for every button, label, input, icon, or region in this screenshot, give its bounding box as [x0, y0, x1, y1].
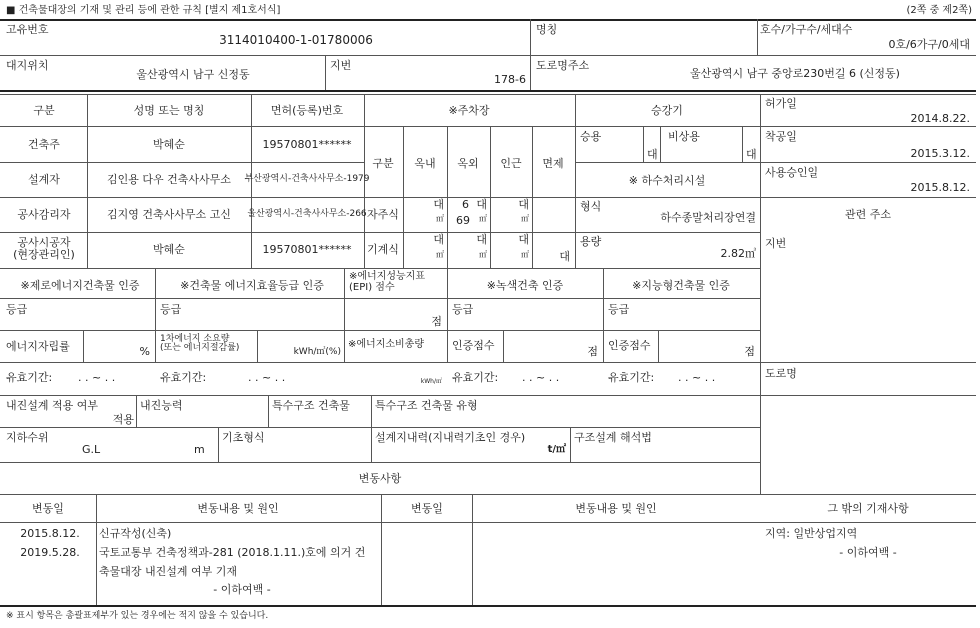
grid-line — [381, 494, 382, 605]
parking-col-type: 구분 — [372, 157, 394, 170]
unique-number-label: 고유번호 — [6, 23, 49, 36]
parking-col-nearby: 인근 — [500, 157, 522, 170]
self-outdoor-unit: 대 — [476, 198, 487, 211]
smart-validity-label: 유효기간: — [608, 371, 655, 384]
form-title: ■ 건축물대장의 기재 및 관리 등에 관한 규칙 [별지 제1호서식] — [6, 5, 281, 16]
grid-line — [325, 55, 326, 90]
bearing-capacity-label: 설계지내력(지내력기초인 경우) — [375, 431, 526, 444]
sewage-capacity-label: 용량 — [580, 235, 602, 248]
grid-line — [83, 330, 84, 362]
change-date-1: 2015.8.12. — [20, 527, 80, 540]
grid-line — [530, 19, 531, 90]
permit-date-value: 2014.8.22. — [910, 112, 970, 125]
parking-mech-label: 기계식 — [367, 243, 399, 256]
units-label: 호수/가구수/세대수 — [760, 23, 853, 36]
grid-line — [136, 395, 137, 427]
elevator-passenger-unit: 대 — [647, 148, 658, 161]
mech-indoor-area-unit: ㎡ — [436, 250, 444, 259]
road-address-value: 울산광역시 남구 중앙로230번길 6 (신정동) — [690, 67, 900, 80]
change-line-1: 신규작성(신축) — [99, 527, 172, 540]
grid-line — [371, 427, 372, 462]
zero-energy-validity-label: 유효기간: — [6, 371, 53, 384]
grid-line — [532, 126, 533, 268]
role-supervisor: 공사감리자 — [17, 208, 71, 221]
constructor-name: 박혜순 — [153, 243, 185, 256]
groundwater-label: 지하수위 — [6, 431, 49, 444]
grid-line — [0, 90, 976, 92]
self-indoor-area-unit: ㎡ — [436, 214, 444, 223]
mech-outdoor-area-unit: ㎡ — [479, 250, 487, 259]
seismic-capacity-label: 내진능력 — [140, 399, 183, 412]
people-header-name: 성명 또는 명칭 — [133, 104, 205, 117]
related-address-title: 관련 주소 — [844, 208, 892, 221]
parking-col-exempt: 면제 — [542, 157, 564, 170]
mech-indoor-unit: 대 — [433, 233, 444, 246]
self-indoor-unit: 대 — [433, 198, 444, 211]
smart-validity-value: . . ~ . . — [678, 371, 716, 384]
primary-energy-unit: kWh/㎡(%) — [293, 347, 341, 357]
seismic-applied-label: 내진설계 적용 여부 — [6, 399, 99, 412]
other-notes-end-marker: - 이하여백 - — [839, 546, 897, 559]
related-lot-label: 지번 — [765, 237, 787, 250]
sewage-title: ※ 하수처리시설 — [628, 174, 706, 187]
green-point-unit: 점 — [587, 345, 598, 358]
grid-line — [0, 330, 760, 331]
exempt-unit: 대 — [559, 250, 570, 263]
elevator-title: 승강기 — [651, 104, 683, 117]
groundwater-gl: G.L — [82, 443, 101, 456]
green-validity-label: 유효기간: — [452, 371, 499, 384]
grid-line — [364, 126, 575, 127]
top-border — [0, 19, 976, 21]
grid-line — [0, 94, 976, 95]
approval-date-value: 2015.8.12. — [910, 181, 970, 194]
designer-license: 부산광역시-건축사사무소-1979 — [244, 174, 370, 184]
self-outdoor-area: 69 — [456, 214, 470, 227]
grid-line — [503, 330, 504, 362]
change-content-header-1: 변동내용 및 원인 — [197, 502, 279, 515]
grid-line — [0, 197, 976, 198]
green-validity-value: . . ~ . . — [522, 371, 560, 384]
designer-name: 김인용 다우 건축사사무소 — [107, 173, 231, 186]
grid-line — [643, 126, 644, 162]
change-end-marker: - 이하여백 - — [213, 583, 271, 596]
green-cert-title: ※녹색건축 인증 — [486, 279, 564, 292]
grid-line — [155, 268, 156, 362]
role-constructor: 공사시공자 (현장관리인) — [13, 236, 75, 261]
change-line-2: 국토교통부 건축정책과-281 (2018.1.11.)호에 의거 건 — [99, 546, 366, 559]
road-address-label: 도로명주소 — [536, 59, 590, 72]
sewage-capacity-value: 2.82㎥ — [720, 247, 756, 260]
parking-self-label: 자주식 — [367, 208, 399, 221]
people-header-license: 면허(등록)번호 — [270, 104, 344, 117]
grid-line — [268, 395, 269, 427]
self-outdoor-area-unit: ㎡ — [479, 214, 487, 223]
grid-line — [490, 126, 491, 268]
elevator-passenger-label: 승용 — [580, 130, 602, 143]
grid-line — [87, 94, 88, 268]
role-owner: 건축주 — [28, 138, 60, 151]
sewage-type-label: 형식 — [580, 200, 602, 213]
primary-energy-label: 1차에너지 소요량 (또는 에너지절감률) — [160, 334, 240, 354]
smart-point-unit: 점 — [744, 345, 755, 358]
green-score-label: 인증점수 — [452, 339, 495, 352]
parking-col-outdoor: 옥외 — [457, 157, 479, 170]
energy-grade-label: 등급 — [160, 303, 182, 316]
start-date-label: 착공일 — [765, 130, 797, 143]
energy-grade-cert-title: ※건축물 에너지효율등급 인증 — [180, 279, 324, 292]
grid-line — [371, 395, 372, 427]
owner-license: 19570801****** — [262, 138, 352, 151]
green-grade-label: 등급 — [452, 303, 474, 316]
supervisor-license: 울산광역시-건축사사무소-266 — [247, 209, 367, 219]
structural-analysis-label: 구조설계 해석법 — [574, 431, 652, 444]
start-date-value: 2015.3.12. — [910, 147, 970, 160]
energy-total-unit: kWh/㎡ — [420, 378, 442, 385]
foundation-type-label: 기초형식 — [222, 431, 265, 444]
special-structure-type-label: 특수구조 건축물 유형 — [375, 399, 478, 412]
people-header-role: 구분 — [33, 104, 55, 117]
supervisor-name: 김지영 건축사사무소 고신 — [107, 208, 231, 221]
grid-line — [660, 126, 661, 162]
site-location-value: 울산광역시 남구 신정동 — [136, 68, 250, 81]
grid-line — [344, 268, 345, 362]
units-value: 0호/6가구/0세대 — [888, 38, 970, 51]
footer-note: ※ 표시 항목은 총괄표제부가 있는 경우에는 적지 않을 수 있습니다. — [6, 611, 269, 621]
grid-line — [0, 268, 760, 269]
change-date-2: 2019.5.28. — [20, 546, 80, 559]
grid-line — [575, 94, 576, 268]
grid-line — [0, 55, 976, 56]
energy-grade-validity-label: 유효기간: — [160, 371, 207, 384]
permit-date-label: 허가일 — [765, 97, 797, 110]
grid-line — [257, 330, 258, 362]
self-sufficiency-unit: % — [139, 345, 150, 358]
page-indicator: (2쪽 중 제2쪽) — [906, 5, 972, 16]
approval-date-label: 사용승인일 — [765, 166, 819, 179]
grid-line — [0, 427, 760, 428]
mech-nearby-unit: 대 — [518, 233, 529, 246]
grid-line — [0, 395, 976, 396]
mech-outdoor-unit: 대 — [476, 233, 487, 246]
unique-number-value: 3114010400-1-01780006 — [219, 33, 373, 47]
grid-line — [0, 494, 976, 495]
change-line-3: 축물대장 내진설계 여부 기재 — [99, 565, 238, 578]
grid-line — [0, 522, 976, 523]
other-notes-zone: 지역: 일반상업지역 — [765, 527, 858, 540]
building-name-label: 명칭 — [536, 23, 558, 36]
groundwater-unit: m — [194, 443, 205, 456]
seismic-applied-value: 적용 — [112, 413, 134, 426]
other-notes-header: 그 밖의 기재사항 — [827, 502, 909, 515]
bottom-border — [0, 605, 976, 607]
self-sufficiency-label: 에너지자립률 — [6, 340, 70, 353]
grid-line — [658, 330, 659, 362]
zero-energy-validity-value: . . ~ . . — [78, 371, 116, 384]
grid-line — [447, 126, 448, 268]
mech-nearby-area-unit: ㎡ — [521, 250, 529, 259]
parking-title: ※주차장 — [448, 104, 490, 117]
owner-name: 박혜순 — [153, 138, 185, 151]
grid-line — [96, 494, 97, 605]
smart-score-label: 인증점수 — [608, 339, 651, 352]
grid-line — [757, 19, 758, 55]
grid-line — [603, 268, 604, 362]
smart-cert-title: ※지능형건축물 인증 — [632, 279, 730, 292]
energy-total-label: ※에너지소비총량 — [348, 339, 424, 350]
grid-line — [570, 427, 571, 462]
self-outdoor-count: 6 — [462, 198, 469, 211]
grid-line — [742, 126, 743, 162]
elevator-emergency-label: 비상용 — [668, 130, 700, 143]
self-nearby-area-unit: ㎡ — [521, 214, 529, 223]
grid-line — [472, 494, 473, 605]
grid-line — [0, 362, 976, 363]
bearing-capacity-unit: t/㎡ — [547, 444, 566, 455]
grid-line — [575, 162, 976, 163]
energy-grade-validity-value: . . ~ . . — [248, 371, 286, 384]
changes-title: 변동사항 — [358, 472, 402, 485]
change-date-header-2: 변동일 — [411, 502, 443, 515]
role-designer: 설계자 — [28, 173, 60, 186]
sewage-type-value: 하수종말처리장연결 — [660, 211, 756, 224]
zero-energy-cert-title: ※제로에너지건축물 인증 — [20, 279, 140, 292]
related-road-label: 도로명 — [765, 367, 797, 380]
elevator-emergency-unit: 대 — [746, 148, 757, 161]
grid-line — [0, 462, 760, 463]
grid-line — [0, 298, 760, 299]
lot-number-value: 178-6 — [494, 73, 526, 86]
grid-line — [0, 162, 364, 163]
constructor-license: 19570801****** — [262, 243, 352, 256]
lot-number-label: 지번 — [330, 59, 352, 72]
grid-line — [218, 427, 219, 462]
grid-line — [0, 232, 760, 233]
epi-score-title: ※에너지성능지표(EPI) 점수 — [349, 271, 425, 293]
self-nearby-unit: 대 — [518, 198, 529, 211]
grid-line — [447, 268, 448, 362]
site-location-label: 대지위치 — [6, 59, 49, 72]
special-structure-label: 특수구조 건축물 — [272, 399, 350, 412]
parking-col-indoor: 옥내 — [414, 157, 436, 170]
zero-energy-grade-label: 등급 — [6, 303, 28, 316]
change-date-header-1: 변동일 — [32, 502, 64, 515]
epi-point-unit: 점 — [431, 315, 442, 328]
smart-grade-label: 등급 — [608, 303, 630, 316]
change-content-header-2: 변동내용 및 원인 — [575, 502, 657, 515]
grid-line — [403, 126, 404, 268]
grid-line — [760, 94, 761, 494]
